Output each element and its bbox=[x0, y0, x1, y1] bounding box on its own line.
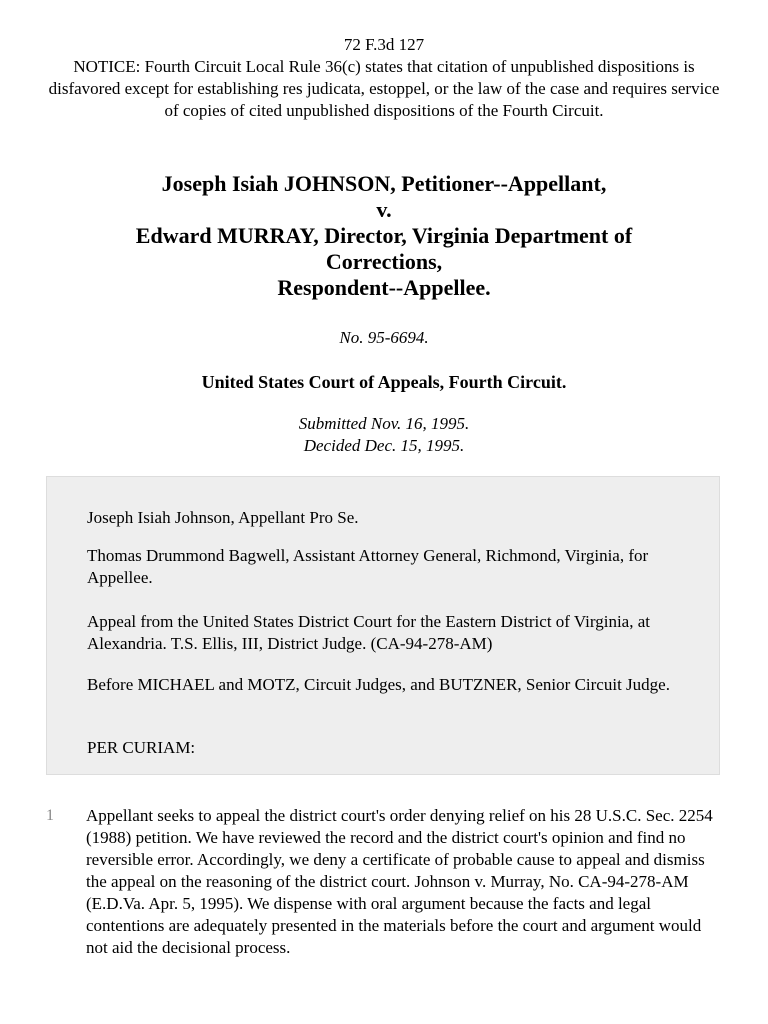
submitted-date: Submitted Nov. 16, 1995. bbox=[298, 414, 470, 433]
document-header bbox=[40, 34, 728, 122]
court-name: United States Court of Appeals, Fourth Circuit. bbox=[201, 372, 567, 392]
paragraph-number: 1 bbox=[46, 807, 54, 824]
respondent-line-1: Edward MURRAY, Director, Virginia Department of bbox=[135, 223, 633, 248]
appeal-from: Appeal from the United States District Court for the Eastern District of Virginia, at Alexandria. T.S. Ellis, III, District Judge. (CA-94-278-AM) bbox=[87, 612, 651, 653]
citation: 72 F.3d 127 bbox=[343, 35, 425, 54]
petitioner: Joseph Isiah JOHNSON, Petitioner--Appellant, bbox=[161, 171, 607, 196]
unpublished-notice: NOTICE: Fourth Circuit Local Rule 36(c) states that citation of unpublished dispositions is disfavored except for establishing res judicata, estoppel, or the law of the case and requires service of copies of cited unpublished dispositions of the Fourth Circuit. bbox=[48, 57, 720, 120]
per-curiam: PER CURIAM: bbox=[87, 738, 196, 757]
appellant-counsel: Joseph Isiah Johnson, Appellant Pro Se. bbox=[87, 508, 359, 527]
docket-number: No. 95-6694. bbox=[339, 328, 429, 347]
versus: v. bbox=[376, 197, 392, 222]
respondent-line-2: Corrections, bbox=[325, 249, 443, 274]
panel: Before MICHAEL and MOTZ, Circuit Judges, and BUTZNER, Senior Circuit Judge. bbox=[87, 675, 670, 694]
decided-date: Decided Dec. 15, 1995. bbox=[303, 436, 465, 455]
case-dates bbox=[40, 413, 728, 457]
respondent-role: Respondent--Appellee. bbox=[277, 275, 491, 300]
appellee-counsel: Thomas Drummond Bagwell, Assistant Attorney General, Richmond, Virginia, for Appellee. bbox=[87, 546, 649, 587]
case-caption bbox=[40, 171, 728, 301]
paragraph-text: Appellant seeks to appeal the district court's order denying relief on his 28 U.S.C. Sec. 2254 (1988) petition. We have reviewed the record and the district court's opinion and find no reversible error. Accordingly, we deny a certificate of probable cause to appeal and dismiss the appeal on the reasoning of the district court. Johnson v. Murray, No. CA-94-278-AM (E.D.Va. Apr. 5, 1995). We dispense with oral argument because the facts and legal contentions are adequately presented in the materials before the court and argument would not aid the decisional process. bbox=[86, 806, 713, 957]
case-summary-box bbox=[46, 476, 720, 775]
